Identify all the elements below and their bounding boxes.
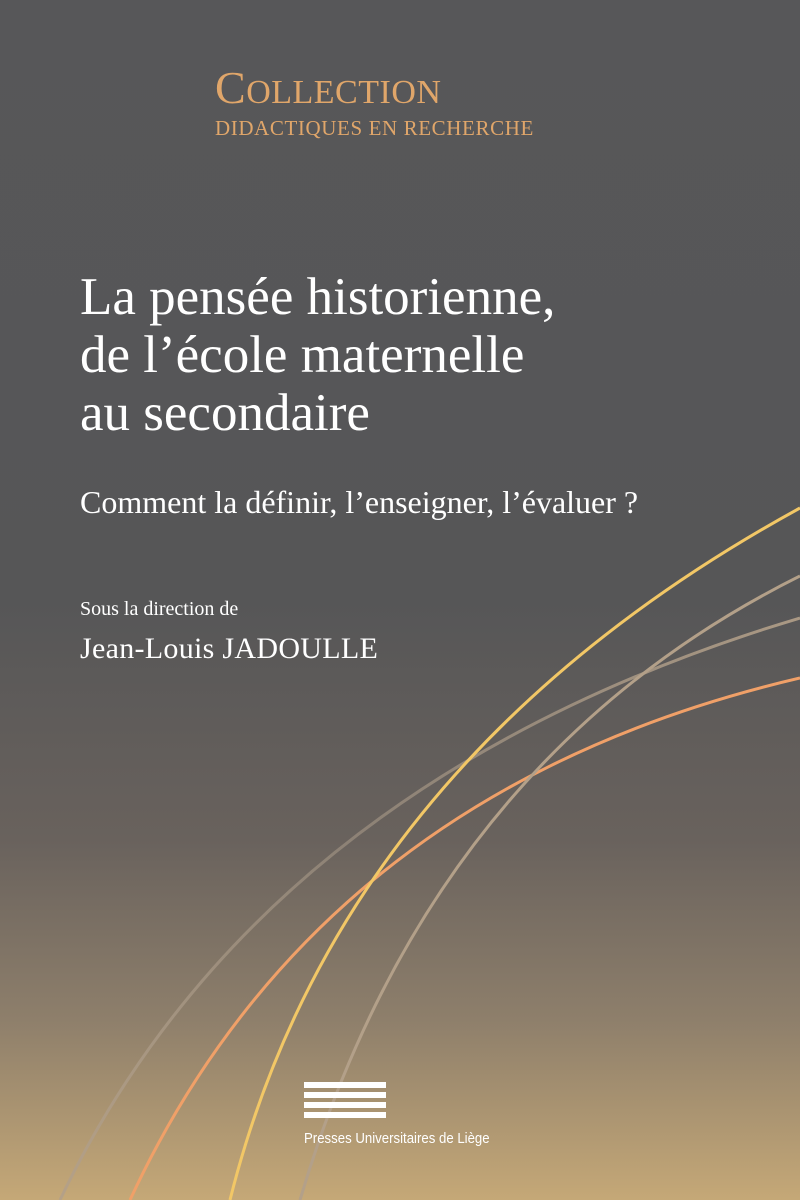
collection-header [215,62,534,141]
collection-word-rest: OLLECTION [246,74,442,111]
title-line: La pensée historienne, [80,268,556,326]
collection-word [215,62,534,113]
publisher-logo-icon [304,1082,386,1122]
publisher-name: Presses Universitaires de Liège [304,1130,490,1147]
editor-name: Jean-Louis JADOULLE [80,632,379,665]
collection-initial: C [215,62,247,113]
logo-bar [304,1092,386,1098]
collection-series: DIDACTIQUES EN RECHERCHE [215,116,534,140]
logo-bar [304,1112,386,1118]
direction-label: Sous la direction de [80,598,239,620]
logo-bar [304,1102,386,1108]
logo-bar [304,1082,386,1088]
title-line: de l’école maternelle [80,326,525,384]
book-subtitle: Comment la définir, l’enseigner, l’évaluer ? [80,484,639,520]
title-line: au secondaire [80,384,370,442]
arc-orange [130,678,800,1200]
book-title [80,268,555,442]
